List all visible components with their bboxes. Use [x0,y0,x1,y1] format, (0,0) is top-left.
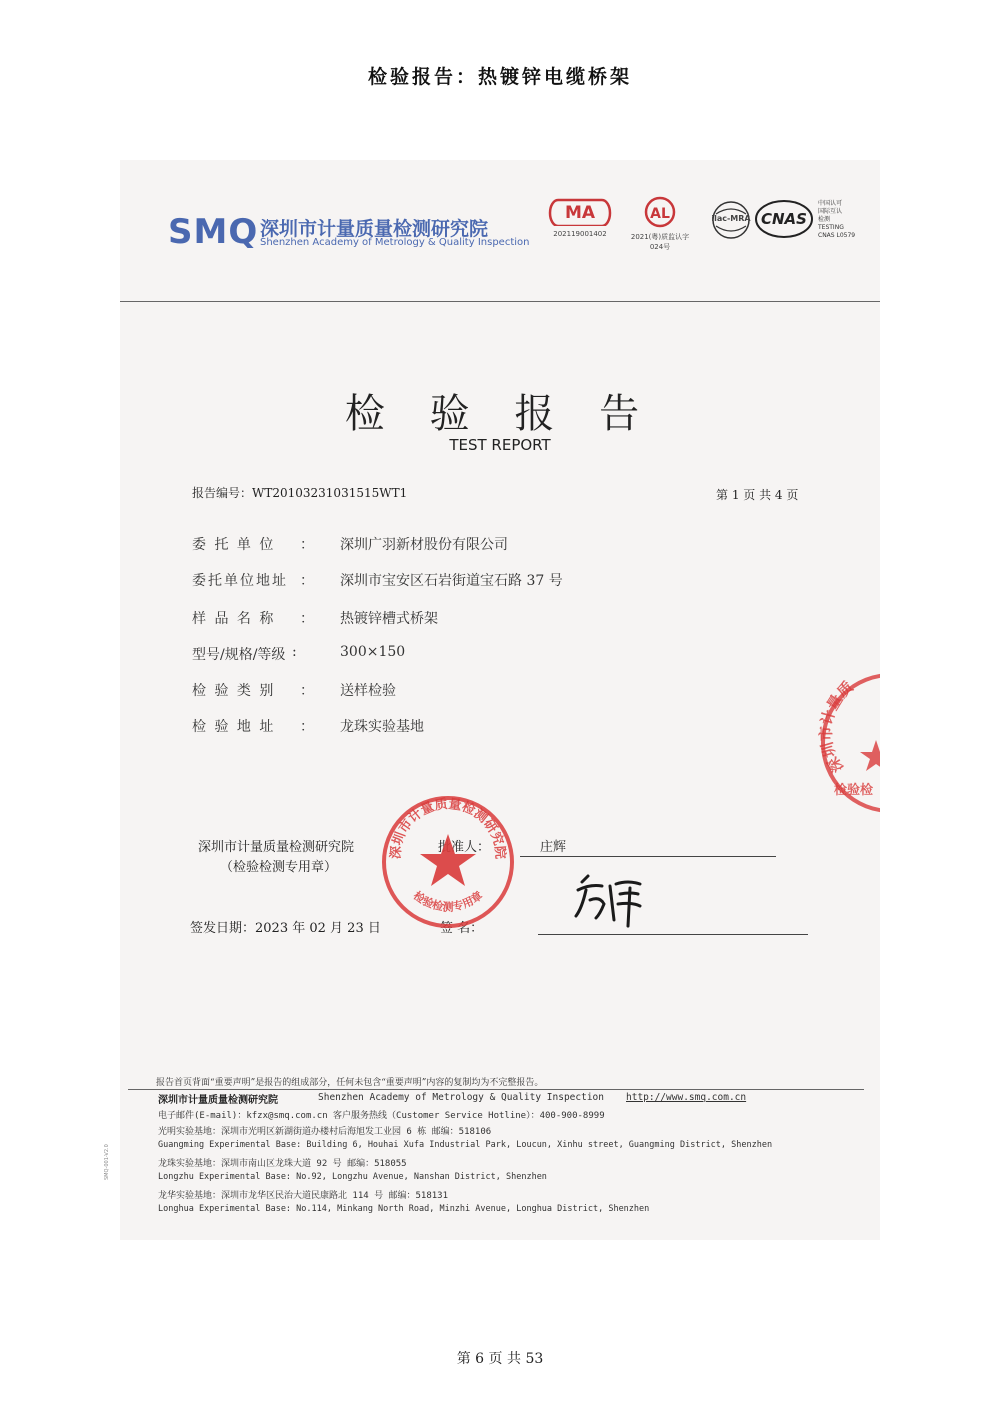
field-colon: ： [300,537,314,553]
footer-line: 电子邮件(E-mail)：kfzx@smq.com.cn 客户服务热线（Customer Service Hotline）：400-900-8999 [158,1111,605,1121]
svg-text:AL: AL [650,206,670,222]
footer-org-en: Shenzhen Academy of Metrology & Quality Inspection [318,1092,604,1103]
footer-line: Longzhu Experimental Base: No.92, Longzhu Avenue, Nanshan District, Shenzhen [158,1172,547,1182]
field-value-sample-name: 热镀锌槽式桥架 [340,611,438,627]
side-seal-text: 深圳市计量质 [817,677,857,776]
field-label-client-address: 委托单位地址 [192,573,288,589]
form-code: SMQ-001-V2.0 [104,1144,110,1180]
field-value-model: 300×150 [340,644,406,660]
field-value-test-site: 龙珠实验基地 [340,719,424,735]
report-number-label: 报告编号： [192,486,253,500]
svg-text:深圳市计量质 [817,678,857,776]
approver-line [520,856,776,857]
footer-line: 光明实验基地：深圳市光明区新湖街道办楼村后海旭发工业园 6 栋 邮编：518106 [158,1127,492,1137]
sign-label: 签 名： [440,921,484,936]
smq-logo: SMQ [168,212,259,252]
scanned-report [104,160,880,1240]
field-label-test-site: 检 验 地 址 [192,719,276,735]
seal-image [378,792,518,932]
footer-org-cn: 深圳市计量质量检测研究院 [158,1095,278,1106]
page-title: 检验报告：热镀锌电缆桥架 [367,66,632,88]
cma-logo-icon [548,196,612,226]
approver-label: 批准人： [438,840,491,855]
letterhead-divider [120,301,880,302]
cma-mark [548,196,612,238]
cal-number: 2021(粤)质监认字024号 [630,233,690,251]
field-colon: ： [300,719,314,735]
issue-date-label: 签发日期： [190,921,256,936]
field-value-client: 深圳广羽新材股份有限公司 [340,537,508,553]
ilac-mark [708,200,754,240]
field-value-test-type: 送样检验 [340,683,396,699]
field-label-model: 型号/规格/等级 [192,647,286,663]
svg-text:MA: MA [564,203,596,223]
field-colon: ： [300,573,314,589]
field-label-sample-name: 样 品 名 称 [192,611,276,627]
report-number-value: WT20103231031515WT1 [252,486,408,500]
field-value-client-address: 深圳市宝安区石岩街道宝石路 37 号 [340,573,563,589]
cnas-mark [754,198,814,240]
report-page-info: 第 1 页 共 4 页 [716,488,799,502]
seal-inner-text: 检验检测专用章 [410,888,486,914]
ilac-label: ilac-MRA [711,214,751,223]
field-label-test-type: 检 验 类 别 [192,683,276,699]
side-seal-image [816,668,880,818]
cnas-label: CNAS [761,210,807,228]
cal-mark [628,196,692,252]
approver-name: 庄辉 [540,840,567,855]
footer-line: 龙珠实验基地：深圳市南山区龙珠大道 92 号 邮编：518055 [158,1159,407,1169]
field-colon: ： [300,611,314,627]
org-name-en: Shenzhen Academy of Metrology & Quality Inspection [260,237,530,248]
org-name-cn: 深圳市计量质量检测研究院 [260,218,489,240]
footer-line: Longhua Experimental Base: No.114, Minkang North Road, Minzhi Avenue, Longhua District, Shenzhen [158,1204,650,1214]
issue-date-value: 2023 年 02 月 23 日 [255,921,381,936]
footer-line: Guangming Experimental Base: Building 6, Houhai Xufa Industrial Park, Loucun, Xinhu street, Guangming District, Shenzhen [158,1140,773,1150]
field-label-client: 委 托 单 位 [192,537,276,553]
seal-note: （检验检测专用章） [220,860,338,875]
cnas-text: 中国认可 国际互认 检测 TESTING CNAS L0579 [818,200,856,239]
cal-logo-icon [628,196,692,228]
signature-line [538,934,808,935]
report-title-en: TEST REPORT [449,436,551,454]
handwritten-signature [572,870,652,930]
footer-notice: 报告首页背面“重要声明”是报告的组成部分，任何未包含“重要声明”内容的复制均为不完整报告。 [156,1078,544,1088]
footer-line: 龙华实验基地：深圳市龙华区民治大道民康路北 114 号 邮编：518131 [158,1191,449,1201]
issue-date [190,917,381,936]
side-seal-stamp [816,668,880,818]
approval-org: 深圳市计量质量检测研究院 [198,840,355,855]
footer-website-link[interactable]: http://www.smq.com.cn [626,1092,747,1103]
page-number: 第 6 页 共 53 [456,1351,544,1367]
seal-outer-text: 深圳市计量质量检测研究院 [388,796,508,860]
svg-text:检验检测专用章 [411,888,485,913]
report-title-cn: 检 验 报 告 [344,391,656,437]
footer-divider [128,1089,864,1090]
side-seal-text-2: 检验检 [834,783,874,798]
cma-number: 202119001402 [553,230,607,238]
field-colon: ： [300,683,314,699]
signature-image [572,870,652,930]
report-number [192,484,407,501]
official-seal-stamp [378,792,518,932]
field-colon: : [292,644,297,660]
